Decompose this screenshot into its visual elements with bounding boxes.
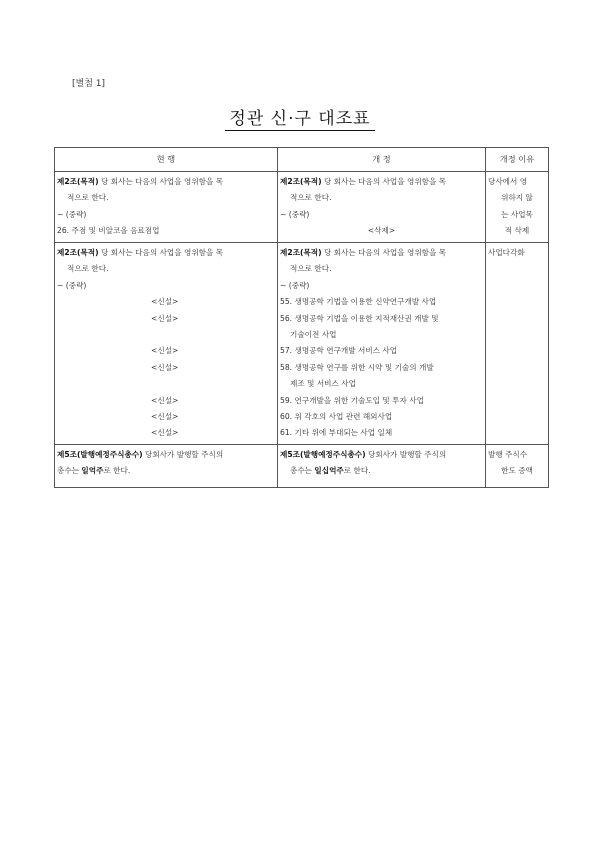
comparison-table bbox=[54, 147, 549, 488]
row2-revised: 제2조(목적) 당 회사는 다음의 사업을 영위함을 목 적으로 한다. ~ (중략) 55. 생명공학 기법을 이용한 신약연구개발 사업 56. 생명공학 기법을 이용한 지적재산권 개발 및 기술이전 사업 57. 생명공학 연구개발 서비스 사업 58. 생명공학 연구를 위한 시약 및 기술의 개발 제조 및 서비스 사업 59. 연구개발을 위한 기술도입 및 투자 사업 60. 위 각호의 사업 관련 해외사업 61. 기타 위에 부대되는 사업 일체 bbox=[278, 243, 486, 445]
table-row bbox=[55, 172, 549, 243]
header-revised: 개 정 bbox=[278, 148, 486, 172]
page-title: 정관 신·구 대조표 bbox=[0, 104, 600, 129]
attachment-label: [별첨 1] bbox=[72, 79, 105, 89]
row2-reason: 사업다각화 bbox=[486, 243, 549, 445]
row2-current: 제2조(목적) 당 회사는 다음의 사업을 영위함을 목 적으로 한다. ~ (중략) <신설> <신설> <신설> <신설> <신설> <신설> <신설> bbox=[55, 243, 278, 445]
row3-revised: 제5조(발행예정주식총수) 당회사가 발행할 주식의 총수는 일십억주로 한다. bbox=[278, 444, 486, 488]
table-row bbox=[55, 243, 549, 445]
row3-current: 제5조(발행예정주식총수) 당회사가 발행할 주식의 총수는 일억주로 한다. bbox=[55, 444, 278, 488]
row3-reason: 발행 주식수 한도 증액 bbox=[486, 444, 549, 488]
row1-reason: 당사에서 영 위하지 않 는 사업목 적 삭제 bbox=[486, 172, 549, 243]
header-reason: 개정 이유 bbox=[486, 148, 549, 172]
row1-current: 제2조(목적) 당 회사는 다음의 사업을 영위함을 목 적으로 한다. ~ (중략) 26. 주점 및 비알코올 음료점업 bbox=[55, 172, 278, 243]
row1-revised: 제2조(목적) 당 회사는 다음의 사업을 영위함을 목 적으로 한다. ~ (중략) <삭제> bbox=[278, 172, 486, 243]
table-row bbox=[55, 444, 549, 488]
header-row bbox=[55, 148, 549, 172]
header-current: 현 행 bbox=[55, 148, 278, 172]
